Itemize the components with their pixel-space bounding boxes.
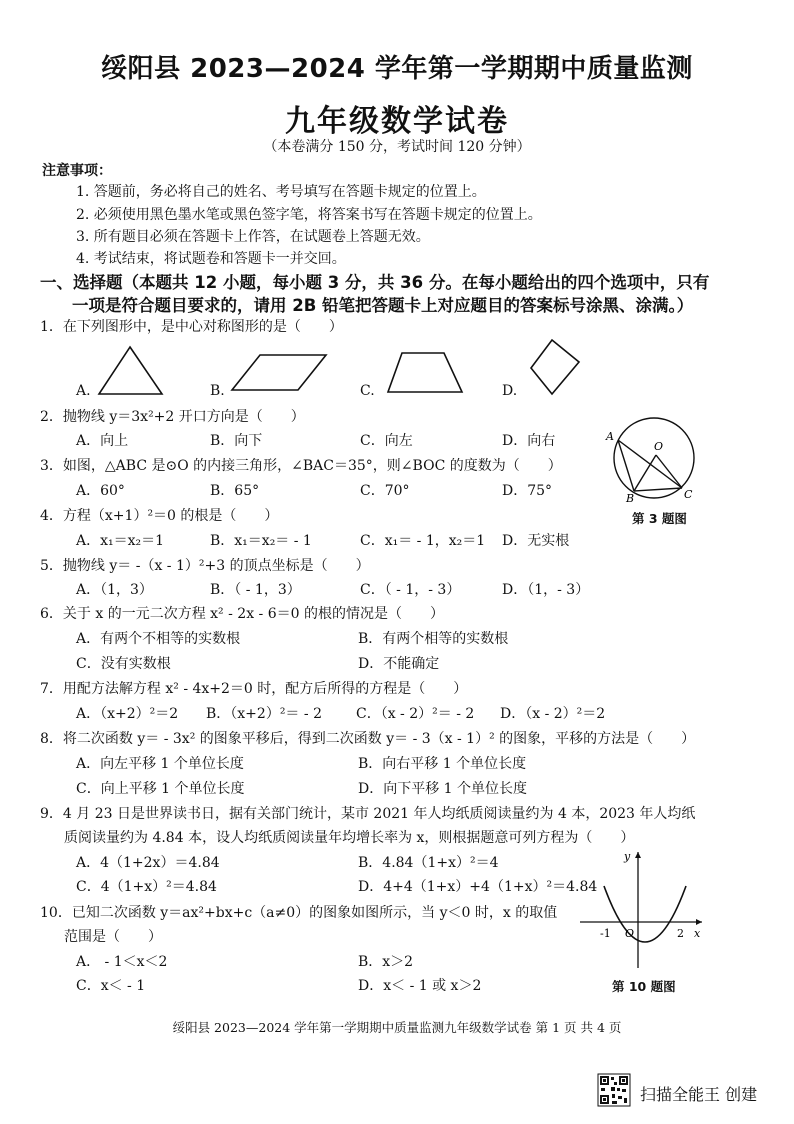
notice-item: 4. 考试结束，将试题卷和答题卡一并交回。 <box>76 251 346 267</box>
notice-heading: 注意事项： <box>42 163 112 179</box>
trapezoid-shape <box>386 350 466 396</box>
q1-option-d: D. <box>502 383 518 399</box>
q3-option-a: A．60° <box>76 483 125 499</box>
notice-item: 1. 答题前，务必将自己的姓名、考号填写在答题卡规定的位置上。 <box>76 184 486 200</box>
q2-option-b: B．向下 <box>210 433 263 449</box>
q4-option-c: C．x₁＝ - 1，x₂＝1 <box>360 533 486 549</box>
q8-option-a: A．向左平移 1 个单位长度 <box>76 756 244 772</box>
q5-option-c: C．（ - 1，- 3） <box>360 582 461 598</box>
q7-option-b: B．（x+2）²＝ - 2 <box>206 706 322 722</box>
notice-item: 2. 必须使用黑色墨水笔或黑色签字笔，将答案书写在答题卡规定的位置上。 <box>76 207 542 223</box>
q4-option-a: A．x₁＝x₂＝1 <box>76 533 165 549</box>
exam-subtitle: 九年级数学试卷 <box>285 104 509 139</box>
q8-option-c: C．向上平移 1 个单位长度 <box>76 781 245 797</box>
q9-option-a: A．4（1+2x）＝4.84 <box>76 855 220 871</box>
fig3-label-o: O <box>654 440 664 453</box>
q7-option-c: C．（x - 2）²＝ - 2 <box>356 706 475 722</box>
q6-option-d: D．不能确定 <box>358 656 440 672</box>
q10-option-a: A． - 1＜x＜2 <box>76 954 168 970</box>
question-2-stem: 2．抛物线 y＝3x²+2 开口方向是（ ） <box>40 409 305 425</box>
kite-shape <box>528 338 582 398</box>
question-10-stem: 10．已知二次函数 y＝ax²+bx+c（a≠0）的图象如图所示，当 y＜0 时，x 的取值 <box>40 905 558 921</box>
q8-option-d: D．向下平移 1 个单位长度 <box>358 781 528 797</box>
q3-option-b: B．65° <box>210 483 260 499</box>
question-7-stem: 7．用配方法解方程 x² - 4x+2＝0 时，配方后所得的方程是（ ） <box>40 681 468 697</box>
fig10-label-y: y <box>624 850 631 863</box>
question-4-stem: 4．方程（x+1）²＝0 的根是（ ） <box>40 508 279 524</box>
fig10-label-neg1: -1 <box>600 927 611 940</box>
q1-option-c: C. <box>360 383 375 399</box>
fig10-label-2: 2 <box>677 927 684 940</box>
q2-option-a: A．向上 <box>76 433 129 449</box>
scanner-watermark: 扫描全能王 创建 <box>640 1085 758 1104</box>
q3-option-d: D．75° <box>502 483 553 499</box>
notice-item: 3. 所有题目必须在答题卡上作答，在试题卷上答题无效。 <box>76 229 430 245</box>
fig3-label-c: C <box>684 488 693 501</box>
question-9-stem: 9．4 月 23 日是世界读书日，据有关部门统计，某市 2021 年人均纸质阅读量约为 4 本，2023 年人均纸 <box>40 806 696 822</box>
q5-option-b: B．（ - 1，3） <box>210 582 301 598</box>
question-3-stem: 3．如图，△ABC 是⊙O 的内接三角形，∠BAC＝35°，则∠BOC 的度数为（ ） <box>40 458 562 474</box>
q2-option-d: D．向右 <box>502 433 556 449</box>
figure-3-caption: 第 3 题图 <box>632 511 687 526</box>
q1-option-b: B. <box>210 383 225 399</box>
question-8-stem: 8．将二次函数 y＝ - 3x² 的图象平移后，得到二次函数 y＝ - 3（x - 1）² 的图象，平移的方法是（ ） <box>40 731 696 747</box>
section-heading: 一、选择题（本题共 12 小题，每小题 3 分，共 36 分。在每小题给出的四个选项中，只有 <box>40 273 710 292</box>
q4-option-d: D．无实根 <box>502 533 570 549</box>
q6-option-b: B．有两个相等的实数根 <box>358 631 509 647</box>
fig3-label-a: A <box>606 430 614 443</box>
exam-note: （本卷满分 150 分，考试时间 120 分钟） <box>263 139 531 155</box>
section-heading-cont: 一项是符合题目要求的，请用 2B 铅笔把答题卡上对应题目的答案标号涂黑、涂满。） <box>72 296 694 315</box>
page-footer: 绥阳县 2023—2024 学年第一学期期中质量监测九年级数学试卷 第 1 页 共 4 页 <box>172 1020 622 1035</box>
q10-option-c: C．x＜ - 1 <box>76 978 146 994</box>
q10-option-d: D．x＜ - 1 或 x＞2 <box>358 978 482 994</box>
fig10-label-x: x <box>694 927 701 940</box>
q5-option-d: D．（1，- 3） <box>502 582 590 598</box>
figure-10-caption: 第 10 题图 <box>612 979 676 994</box>
exam-title: 绥阳县 2023—2024 学年第一学期期中质量监测 <box>101 54 693 84</box>
q9-option-d: D．4+4（1+x）+4（1+x）²＝4.84 <box>358 879 598 895</box>
q1-option-a: A. <box>76 383 91 399</box>
fig3-label-b: B <box>626 492 635 505</box>
q5-option-a: A．（1，3） <box>76 582 153 598</box>
q8-option-b: B．向右平移 1 个单位长度 <box>358 756 527 772</box>
q2-option-c: C．向左 <box>360 433 413 449</box>
q6-option-c: C．没有实数根 <box>76 656 171 672</box>
triangle-shape <box>96 345 166 397</box>
figure-10-parabola-graph <box>578 848 708 974</box>
figure-3-circle-diagram <box>604 418 704 508</box>
question-9-stem-cont: 质阅读量约为 4.84 本，设人均纸质阅读量年均增长率为 x，则根据题意可列方程为（ ） <box>64 830 635 846</box>
q3-option-c: C．70° <box>360 483 410 499</box>
question-5-stem: 5．抛物线 y＝ -（x - 1）²+3 的顶点坐标是（ ） <box>40 558 370 574</box>
q9-option-b: B．4.84（1+x）²＝4 <box>358 855 499 871</box>
question-1-stem: 1．在下列图形中，是中心对称图形的是（ ） <box>40 319 343 335</box>
q4-option-b: B．x₁＝x₂＝ - 1 <box>210 533 312 549</box>
q9-option-c: C．4（1+x）²＝4.84 <box>76 879 217 895</box>
q6-option-a: A．有两个不相等的实数根 <box>76 631 241 647</box>
question-10-stem-cont: 范围是（ ） <box>64 929 162 945</box>
question-6-stem: 6．关于 x 的一元二次方程 x² - 2x - 6＝0 的根的情况是（ ） <box>40 606 444 622</box>
q7-option-a: A．（x+2）²＝2 <box>76 706 179 722</box>
fig10-label-o: O <box>625 927 635 940</box>
q10-option-b: B．x＞2 <box>358 954 414 970</box>
qr-code-icon <box>598 1074 630 1106</box>
q7-option-d: D．（x - 2）²＝2 <box>500 706 606 722</box>
parallelogram-shape <box>230 353 330 393</box>
